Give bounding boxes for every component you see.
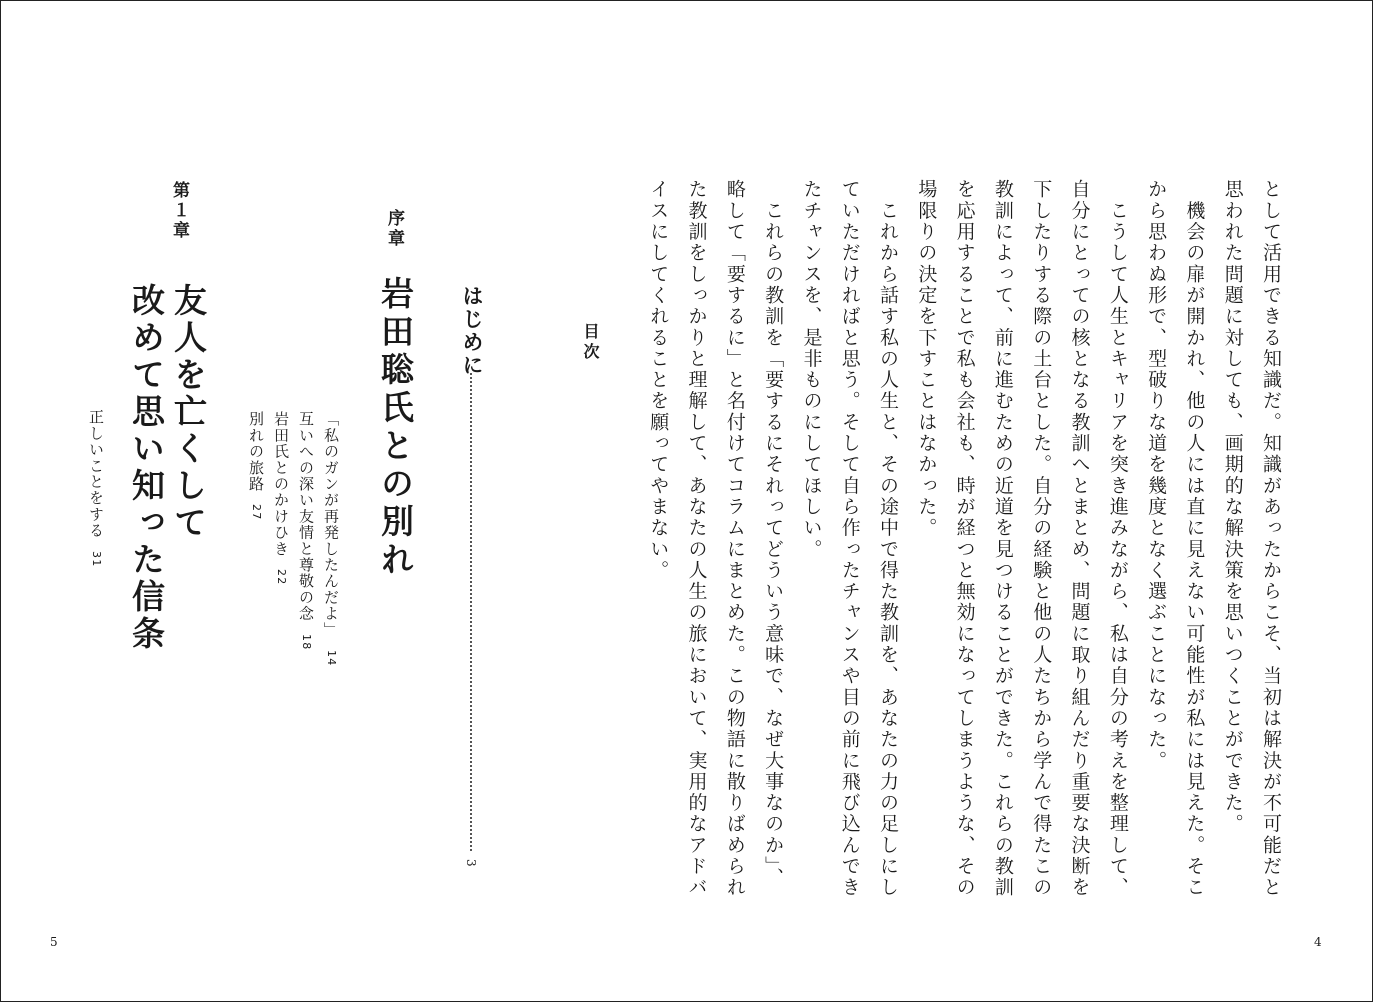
toc-item-page: 14 <box>325 649 338 667</box>
toc-item-page: 22 <box>275 568 288 586</box>
chapter1-title[interactable] <box>125 283 209 653</box>
chapter1-title-line2: 改めて思い知った信条 <box>127 283 166 653</box>
toc-item-title: 別れの旅路 <box>247 411 265 492</box>
toc-item-title: 「私のガンが再発したんだよ」 <box>322 411 340 638</box>
toc-leader-dots <box>470 373 472 851</box>
paragraph-4: これから話す私の人生と、その途中で得た教訓を、あなたの力の足しにしていただければと思う。そして自ら作ったチャンスや目の前に飛び込んできたチャンスを、是非ものにしてほしい。 <box>800 179 900 899</box>
page-number-left: 5 <box>50 935 58 949</box>
toc-item[interactable] <box>86 409 107 567</box>
toc-item[interactable] <box>296 411 317 650</box>
toc-intro-page: 3 <box>464 859 478 867</box>
chapter1-label: 第１章 <box>169 181 189 241</box>
prologue-title[interactable]: 岩田聡氏との別れ <box>376 276 415 580</box>
page-number-right: 4 <box>1314 935 1322 949</box>
prologue-label: 序章 <box>384 209 404 249</box>
toc-item-title: 互いへの深い友情と尊敬の念 <box>297 411 315 622</box>
paragraph-2: 機会の扉が開かれ、他の人には直に見えない可能性が私には見えた。そこから思わぬ形で、型破りな道を幾度となく選ぶことになった。 <box>1145 179 1206 899</box>
toc-item-title: 正しいことをする <box>87 409 105 539</box>
toc-intro-title[interactable]: はじめに <box>460 285 484 377</box>
toc-title: 目次 <box>581 323 600 363</box>
toc-item-page: 27 <box>250 503 263 521</box>
paragraph-5: これらの教訓を「要するにそれってどういう意味で、なぜ大事なのか」、略して「要するに」と名付けてコラムにまとめた。この物語に散りばめられた教訓をしっかりと理解して、あなたの人生の旅において、実用的なアドバイスにしてくれることを願ってやまない。 <box>647 179 785 899</box>
body-text <box>639 179 1290 899</box>
chapter1-title-line1: 友人を亡くして <box>169 283 208 542</box>
toc-item[interactable] <box>321 411 342 666</box>
toc-item[interactable] <box>271 411 292 585</box>
paragraph-3: こうして人生とキャリアを突き進みながら、私は自分の考えを整理して、自分にとっての核となる教訓へとまとめ、問題に取り組んだり重要な決断を下したりする際の土台とした。自分の経験と他の人たちから学んで得たこの教訓によって、前に進むための近道を見つけることができた。これらの教訓を応用することで私も会社も、時が経つと無効になってしまうような、その場限りの決定を下すことはなかった。 <box>915 179 1129 899</box>
toc-item-page: 18 <box>300 633 313 650</box>
toc-item-page: 31 <box>90 550 103 567</box>
toc-item[interactable] <box>246 411 267 520</box>
paragraph-1: として活用できる知識だ。知識があったからこそ、当初は解決が不可能だと思われた問題に対しても、画期的な解決策を思いつくことができた。 <box>1221 179 1282 899</box>
toc-item-title: 岩田氏とのかけひき <box>272 411 290 557</box>
